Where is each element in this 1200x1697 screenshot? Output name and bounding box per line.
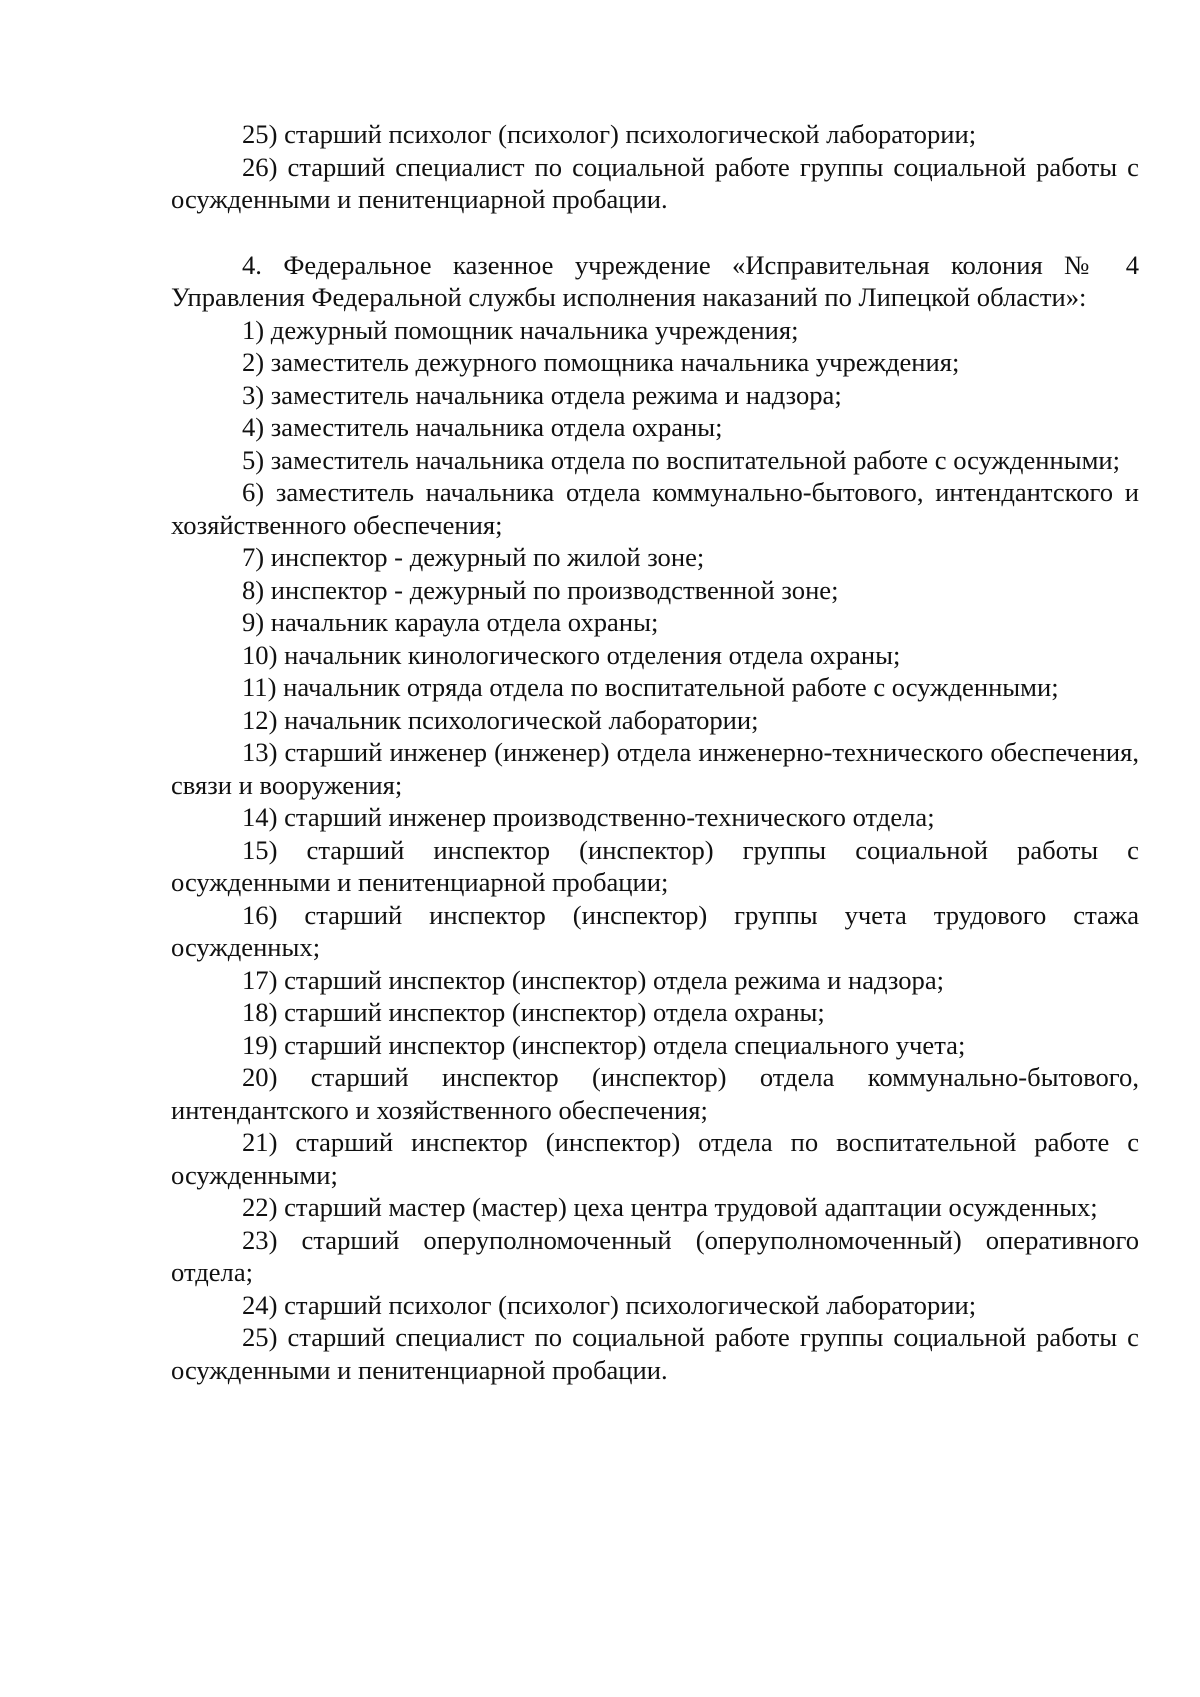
list-item: 11) начальник отряда отдела по воспитательной работе с осужденными;: [242, 672, 1059, 702]
list-item: 22) старший мастер (мастер) цеха центра трудовой адаптации осужденных;: [242, 1192, 1098, 1222]
list-item: 15) старший инспектор (инспектор) группы социальной работы с осужденными и пенитенциарной пробации;: [171, 834, 1139, 897]
paragraph-gap: [171, 216, 1139, 249]
list-item: 25) старший специалист по социальной работе группы социальной работы с осужденными и пенитенциарной пробации.: [171, 1322, 1139, 1385]
list-item: 23) старший оперуполномоченный (оперуполномоченный) оперативного отдела;: [171, 1224, 1139, 1287]
list-item: 18) старший инспектор (инспектор) отдела охраны;: [242, 997, 825, 1027]
list-item: 16) старший инспектор (инспектор) группы учета трудового стажа осужденных;: [171, 899, 1139, 962]
list-item: 7) инспектор - дежурный по жилой зоне;: [242, 542, 705, 572]
list-item: 6) заместитель начальника отдела коммунально-бытового, интендантского и хозяйственного обеспечения;: [171, 477, 1139, 540]
list-item: 24) старший психолог (психолог) психологической лаборатории;: [242, 1289, 977, 1320]
list-item: 5) заместитель начальника отдела по воспитательной работе с осужденными;: [242, 444, 1121, 475]
list-item: 2) заместитель дежурного помощника начальника учреждения;: [242, 347, 960, 377]
list-item: 9) начальник караула отдела охраны;: [242, 607, 659, 637]
list-item: 17) старший инспектор (инспектор) отдела режима и надзора;: [242, 964, 945, 995]
list-item: 19) старший инспектор (инспектор) отдела специального учета;: [242, 1029, 966, 1060]
list-item: 1) дежурный помощник начальника учреждения;: [242, 314, 799, 345]
list-item: 4) заместитель начальника отдела охраны;: [242, 412, 723, 442]
list-item: 13) старший инженер (инженер) отдела инженерно-технического обеспечения, связи и вооружения;: [171, 737, 1139, 800]
list-item: 21) старший инспектор (инспектор) отдела по воспитательной работе с осужденными;: [171, 1127, 1139, 1190]
section-heading: 4. Федеральное казенное учреждение «Исправительная колония № 4 Управления Федеральной службы исполнения наказаний по Липецкой области»:: [171, 249, 1139, 312]
list-item: 10) начальник кинологического отделения отдела охраны;: [242, 639, 901, 670]
list-item: 14) старший инженер производственно-технического отдела;: [242, 802, 935, 832]
list-item: 25) старший психолог (психолог) психологической лаборатории;: [242, 119, 977, 149]
list-item: 20) старший инспектор (инспектор) отдела коммунально-бытового, интендантского и хозяйственного обеспечения;: [171, 1062, 1139, 1125]
list-item: 3) заместитель начальника отдела режима и надзора;: [242, 379, 842, 410]
list-item: 8) инспектор - дежурный по производственной зоне;: [242, 574, 839, 605]
list-item: 26) старший специалист по социальной работе группы социальной работы с осужденными и пенитенциарной пробации.: [171, 151, 1139, 214]
list-item: 12) начальник психологической лаборатории;: [242, 704, 759, 735]
document-body: [171, 118, 1139, 1386]
